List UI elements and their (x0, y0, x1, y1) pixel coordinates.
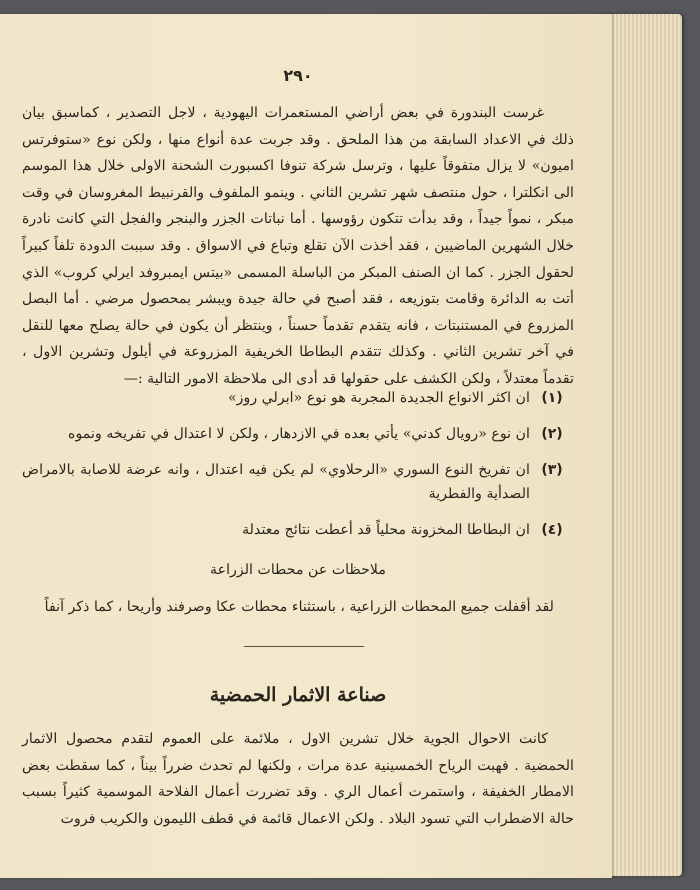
body-paragraph-2 (22, 726, 574, 832)
stations-paragraph (22, 594, 574, 620)
list-item-text: ان تفريخ النوع السوري «الرحلاوي» لم يكن فيه اعتدال ، وانه عرضة للاصابة بالامراض الصدأية والفطرية (22, 462, 530, 502)
list-item (22, 422, 574, 446)
page (0, 14, 612, 878)
list-item-number: (٣) (541, 462, 563, 478)
list-item-text: ان البطاطا المخزونة محلياً قد أعطت نتائج معتدلة (242, 522, 530, 538)
observations-list (22, 386, 574, 554)
list-item-number: (٤) (541, 522, 563, 538)
paragraph-text: غرست البندورة في بعض أراضي المستعمرات اليهودية ، لاجل التصدير ، كماسبق بيان ذلك في الاعداد السابقة من هذا الملحق . وقد جربت عدة أنواع منها ، ولكن نوع «ستوفرتس اميون» لا يزال متفوقاً عليها ، وترسل شركة تنوفا اكسبورت الشحنة الاولى خلال هذا الموسم الى انكلترا ، حول منتصف شهر تشرين الثاني . وينمو الملفوف والقرنبيط المغروسان في وقت مبكر ، نمواً جيداً ، وقد بدأت تتكون رؤوسها . أما نباتات الجزر والبنجر والفجل التي كانت نادرة خلال الشهرين الماضيين ، فقد أخذت الآن تقلع وتباع في الاسواق . وقد سببت الدودة تلفاً كبيراً لحقول الجزر . كما ان الصنف المبكر من الباسلة المسمى «بيتس ايمبروفد ايرلي كروب» الذي أتت به الدائرة وقامت بتوزيعه ، فقد أصبح في حالة جيدة ويبشر بمحصول مرضي . أما البصل المزروع في المستنبتات ، فانه يتقدم تقدماً حسناً ، وينتظر أن يكون في حالة يصلح معها للنقل في آخر تشرين الثاني . وكذلك تتقدم البطاطا الخريفية المزروعة في أيلول وتشرين الاول ، تقدماً معتدلاً ، ولكن الكشف على حقولها قد أدى الى ملاحظة الامور التالية :— (22, 105, 574, 387)
paragraph-text: لقد أقفلت جميع المحطات الزراعية ، باستثناء محطات عكا وصرفند وأريحا ، كما ذكر آنفاً (44, 599, 554, 615)
list-item-text: ان اكثر الانواع الجديدة المجربة هو نوع «ابرلي روز» (227, 390, 530, 406)
paragraph-text: كانت الاحوال الجوية خلال تشرين الاول ، ملائمة على العموم لتقدم محصول الاثمار الحمضية . فهبت الرياح الخمسينية عدة مرات ، ولكنها لم تحدث ضرراً بيناً ، كما سقطت بعض الامطار الخفيفة ، واستمرت أعمال الري . وقد تضررت أعمال الفلاحة الموسمية كثيراً بسبب حالة الاضطراب التي تسود البلاد . ولكن الاعمال قائمة في قطف الليمون والكريب فروت (22, 731, 574, 827)
list-item-text: ان نوع «رويال كدني» يأتي بعده في الازدهار ، ولكن لا اعتدال في تفريخه ونموه (68, 426, 530, 442)
list-item-number: (١) (541, 390, 563, 406)
list-item (22, 458, 574, 506)
section-heading: صناعة الاثمار الحمضية (209, 684, 387, 706)
page-number: ٢٩٠ (283, 66, 313, 85)
list-item (22, 386, 574, 410)
body-paragraph-1 (22, 100, 574, 393)
list-item-number: (٢) (541, 426, 563, 442)
list-item (22, 518, 574, 542)
section-divider (244, 646, 364, 647)
stations-subheading: ملاحظات عن محطات الزراعة (210, 562, 386, 578)
